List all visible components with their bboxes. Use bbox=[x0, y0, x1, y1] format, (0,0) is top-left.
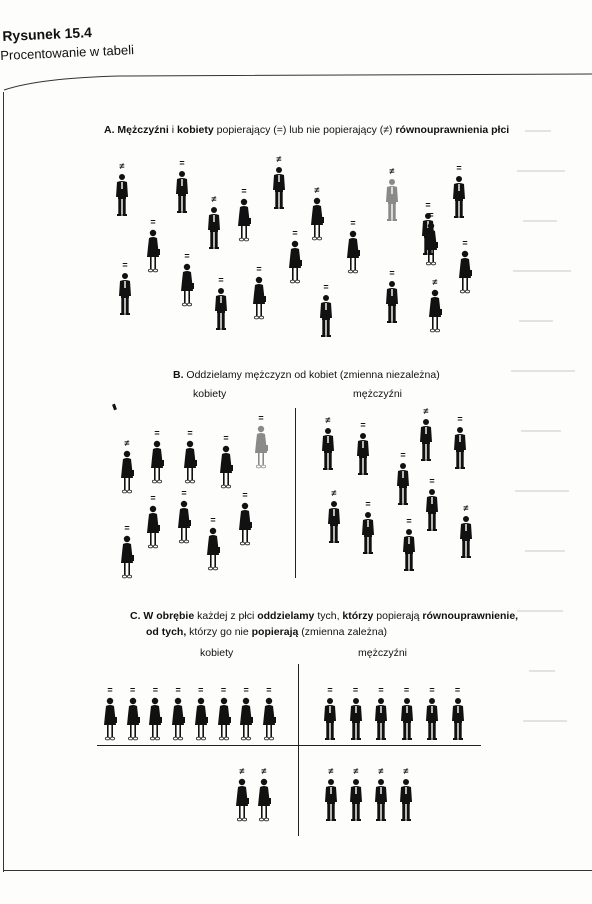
panel-c-men-label: mężczyźni bbox=[358, 647, 408, 659]
man-figure bbox=[374, 766, 388, 822]
support-symbol: = bbox=[184, 251, 190, 261]
panel-c-label: C. bbox=[130, 610, 141, 622]
woman-figure bbox=[235, 766, 249, 822]
support-symbol: = bbox=[220, 685, 227, 695]
oppose-symbol: ≠ bbox=[239, 766, 245, 776]
support-symbol: = bbox=[352, 685, 359, 695]
panel-a-label: A. bbox=[104, 124, 115, 136]
panel-c-heading-line2-part: (zmienna zależna) bbox=[298, 626, 388, 638]
panel-c-heading-line2-part: którzy go nie bbox=[186, 626, 252, 638]
support-symbol: = bbox=[210, 515, 216, 525]
oppose-symbol: ≠ bbox=[314, 185, 320, 195]
panel-a-heading-part: kobiety bbox=[176, 124, 214, 136]
man-figure bbox=[385, 166, 399, 222]
panel-c-heading bbox=[130, 610, 518, 622]
panel-a-heading-part: nie popierający (≠) bbox=[303, 124, 396, 136]
man-figure bbox=[396, 450, 410, 506]
oppose-symbol: ≠ bbox=[353, 766, 359, 776]
oppose-symbol: ≠ bbox=[403, 766, 409, 776]
support-symbol: = bbox=[457, 414, 463, 424]
woman-figure bbox=[150, 428, 164, 484]
woman-figure bbox=[217, 685, 231, 741]
support-symbol: = bbox=[350, 218, 356, 228]
support-symbol: = bbox=[323, 282, 329, 292]
support-symbol: = bbox=[218, 275, 224, 285]
support-symbol: = bbox=[124, 523, 130, 533]
man-figure bbox=[425, 476, 439, 532]
woman-figure bbox=[120, 523, 134, 579]
panel-b-divider bbox=[295, 408, 296, 578]
panel-a-heading bbox=[104, 124, 509, 136]
panel-c-divider bbox=[298, 664, 299, 836]
woman-figure bbox=[126, 685, 140, 741]
frame-top-curve bbox=[0, 66, 592, 94]
support-symbol: = bbox=[243, 685, 249, 695]
man-figure bbox=[419, 406, 433, 462]
panel-b-men-label: mężczyźni bbox=[353, 388, 403, 400]
support-symbol: = bbox=[454, 685, 461, 695]
panel-c-heading-line1-part: tych, bbox=[314, 610, 343, 622]
support-symbol: = bbox=[154, 428, 160, 438]
man-figure bbox=[400, 685, 414, 741]
support-symbol: = bbox=[130, 685, 136, 695]
man-figure bbox=[402, 516, 416, 572]
oppose-symbol: ≠ bbox=[463, 503, 469, 513]
woman-figure bbox=[310, 185, 324, 241]
frame-left-border bbox=[3, 92, 4, 872]
man-figure bbox=[361, 499, 375, 555]
oppose-symbol: ≠ bbox=[124, 438, 130, 448]
panel-b-label: B. bbox=[173, 369, 184, 381]
support-symbol: = bbox=[256, 264, 262, 274]
support-symbol: = bbox=[360, 420, 366, 430]
support-symbol: = bbox=[365, 499, 371, 509]
woman-figure bbox=[458, 238, 472, 294]
woman-figure bbox=[262, 685, 276, 741]
man-figure bbox=[321, 415, 335, 471]
bleed-through-texture bbox=[505, 100, 585, 740]
woman-figure bbox=[219, 433, 233, 489]
woman-figure bbox=[171, 685, 185, 741]
oppose-symbol: ≠ bbox=[389, 166, 395, 176]
support-symbol: = bbox=[429, 685, 435, 695]
support-symbol: = bbox=[241, 186, 247, 196]
support-symbol: = bbox=[406, 516, 412, 526]
support-symbol: = bbox=[223, 433, 229, 443]
panel-c-row-divider bbox=[97, 745, 481, 746]
woman-figure bbox=[183, 428, 197, 484]
support-symbol: = bbox=[292, 228, 298, 238]
man-figure bbox=[452, 163, 466, 219]
oppose-symbol: ≠ bbox=[261, 766, 267, 776]
woman-figure bbox=[148, 685, 162, 741]
woman-figure bbox=[239, 685, 253, 741]
panel-c-heading-line2-part: od tych, bbox=[146, 626, 187, 638]
woman-figure bbox=[177, 488, 191, 544]
woman-figure bbox=[237, 186, 251, 242]
oppose-symbol: ≠ bbox=[328, 766, 334, 776]
panel-c-heading-line1-part: którzy bbox=[342, 610, 374, 622]
support-symbol: = bbox=[150, 493, 156, 503]
support-symbol: = bbox=[122, 260, 128, 270]
support-symbol: = bbox=[187, 428, 193, 438]
woman-figure bbox=[424, 210, 438, 266]
support-symbol: = bbox=[150, 217, 156, 227]
man-figure bbox=[356, 420, 370, 476]
support-symbol: = bbox=[456, 163, 462, 173]
oppose-symbol: ≠ bbox=[119, 161, 125, 171]
panel-b-women-label: kobiety bbox=[193, 388, 227, 400]
support-symbol: = bbox=[258, 413, 264, 423]
oppose-symbol: ≠ bbox=[423, 406, 429, 416]
support-symbol: = bbox=[403, 685, 410, 695]
support-symbol: = bbox=[462, 238, 468, 248]
panel-b-heading-text: Oddzielamy mężczyzn od kobiet (zmienna niezależna) bbox=[186, 369, 440, 381]
panel-c-heading-line2 bbox=[146, 626, 387, 638]
panel-b-heading bbox=[173, 369, 440, 381]
support-symbol: = bbox=[389, 268, 395, 278]
oppose-symbol: ≠ bbox=[432, 277, 438, 287]
support-symbol: = bbox=[242, 490, 248, 500]
figure-subtitle: Procentowanie w tabeli bbox=[0, 42, 135, 63]
man-figure bbox=[349, 766, 363, 822]
support-symbol: = bbox=[107, 685, 113, 695]
woman-figure bbox=[288, 228, 302, 284]
man-figure bbox=[207, 194, 221, 250]
man-figure bbox=[272, 154, 286, 210]
support-symbol: = bbox=[179, 158, 185, 168]
support-symbol: = bbox=[327, 685, 333, 695]
woman-figure bbox=[120, 438, 134, 494]
man-figure bbox=[425, 685, 439, 741]
figure-title: Rysunek 15.4 bbox=[2, 24, 93, 44]
woman-figure bbox=[194, 685, 208, 741]
support-symbol: = bbox=[152, 685, 159, 695]
woman-figure bbox=[254, 413, 268, 469]
man-figure bbox=[175, 158, 189, 214]
support-symbol: = bbox=[400, 450, 406, 460]
man-figure bbox=[453, 414, 467, 470]
panel-c-heading-line1-part: oddzielamy bbox=[257, 610, 315, 622]
oppose-symbol: ≠ bbox=[378, 766, 384, 776]
woman-figure bbox=[180, 251, 194, 307]
support-symbol: = bbox=[266, 685, 272, 695]
woman-figure bbox=[146, 217, 160, 273]
support-symbol: = bbox=[378, 685, 384, 695]
man-figure bbox=[349, 685, 363, 741]
support-symbol: = bbox=[428, 210, 434, 220]
panel-a-heading-part: popierający (=) bbox=[213, 124, 290, 136]
support-symbol: = bbox=[198, 685, 204, 695]
woman-figure bbox=[206, 515, 220, 571]
support-symbol: = bbox=[425, 200, 431, 210]
man-figure bbox=[324, 766, 338, 822]
oppose-symbol: ≠ bbox=[325, 415, 331, 425]
support-symbol: = bbox=[181, 488, 187, 498]
panel-c-heading-line2-part: popierają bbox=[251, 626, 299, 638]
woman-figure bbox=[252, 264, 266, 320]
man-figure bbox=[319, 282, 333, 338]
support-symbol: = bbox=[429, 476, 435, 486]
panel-c-heading-line2-wrap bbox=[146, 626, 387, 638]
man-figure bbox=[214, 275, 228, 331]
panel-c-heading-line1 bbox=[143, 610, 518, 622]
man-figure bbox=[451, 685, 465, 741]
frame-bottom-border bbox=[3, 870, 592, 871]
woman-figure bbox=[257, 766, 271, 822]
man-figure bbox=[459, 503, 473, 559]
panel-c-heading-line1-part: popierają bbox=[373, 610, 423, 622]
man-figure bbox=[118, 260, 132, 316]
woman-figure bbox=[238, 490, 252, 546]
panel-a-heading-part: lub bbox=[289, 124, 304, 136]
man-figure bbox=[323, 685, 337, 741]
panel-c-women-label: kobiety bbox=[200, 647, 234, 659]
woman-figure bbox=[146, 493, 160, 549]
panel-c-heading-line1-part: każdej z płci bbox=[194, 610, 258, 622]
woman-figure bbox=[103, 685, 117, 741]
woman-figure bbox=[346, 218, 360, 274]
man-figure bbox=[115, 161, 129, 217]
man-figure bbox=[399, 766, 413, 822]
support-symbol: = bbox=[175, 685, 181, 695]
panel-c-heading-line1-part: równouprawnienie, bbox=[422, 610, 519, 622]
stray-mark bbox=[112, 404, 117, 411]
man-figure bbox=[385, 268, 399, 324]
panel-a-heading-part: i bbox=[168, 124, 177, 136]
woman-figure bbox=[428, 277, 442, 333]
oppose-symbol: ≠ bbox=[331, 488, 337, 498]
panel-a-heading-part: Mężczyźni bbox=[117, 124, 169, 136]
man-figure bbox=[327, 488, 341, 544]
panel-a-heading-text bbox=[117, 124, 509, 136]
oppose-symbol: ≠ bbox=[276, 154, 282, 164]
man-figure bbox=[374, 685, 388, 741]
panel-c-heading-line1-part: W obrębie bbox=[143, 610, 195, 622]
panel-a-heading-part: równouprawnienia płci bbox=[395, 124, 510, 136]
oppose-symbol: ≠ bbox=[211, 194, 217, 204]
